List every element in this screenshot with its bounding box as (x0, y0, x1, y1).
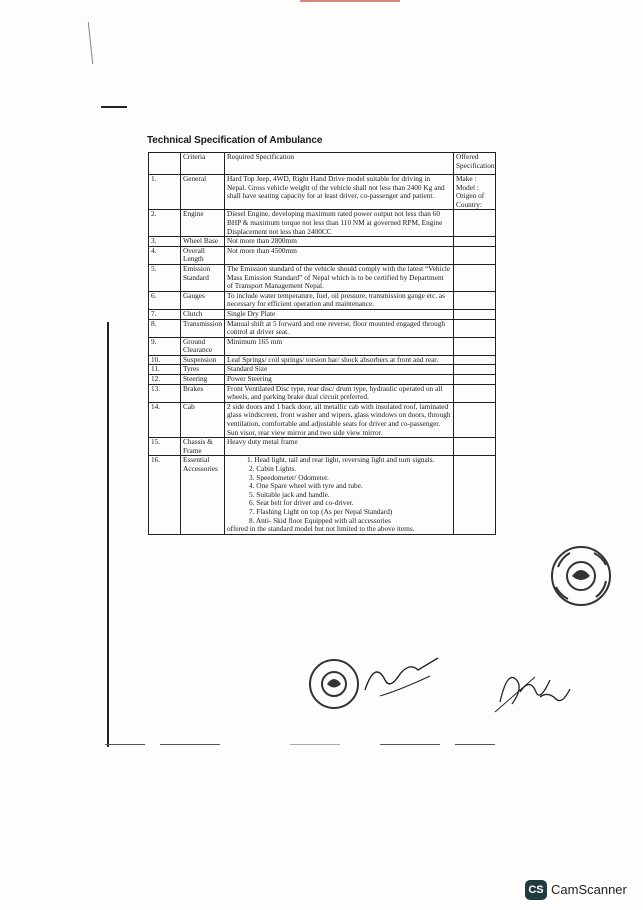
table-row (149, 337, 496, 355)
camscanner-watermark: CamScanner (551, 882, 627, 897)
cell-criteria: General (181, 175, 225, 210)
cell-accessories-list (225, 456, 454, 534)
table-row (149, 237, 496, 247)
document-heading: Technical Specification of Ambulance (147, 135, 323, 146)
cell-criteria: Essential Accessories (181, 456, 225, 534)
footer-rule-2 (160, 744, 220, 745)
table-row (149, 319, 496, 337)
table-row (149, 291, 496, 309)
cell-offered (454, 246, 496, 264)
cell-criteria: Clutch (181, 309, 225, 319)
accessory-item: 8. Anti- Skid floor Equipped with all accessories (249, 515, 391, 525)
cell-no: 2. (149, 210, 181, 237)
cell-offered (454, 319, 496, 337)
signature-center (360, 650, 440, 705)
cell-offered (454, 456, 496, 534)
top-edge-mark (300, 0, 400, 2)
cell-offered (454, 264, 496, 291)
footer-rule-5 (455, 744, 495, 745)
cell-no: 9. (149, 337, 181, 355)
specification-table (148, 152, 496, 535)
cell-no: 3. (149, 237, 181, 247)
footer-rule-4 (380, 744, 440, 745)
left-vertical-rule (107, 322, 109, 747)
accessory-item: 4. One Spare wheel with tyre and tube. (249, 481, 363, 491)
cell-no: 13. (149, 384, 181, 402)
accessory-item: 7. Flashing Light on top (As per Nepal Standard) (249, 506, 393, 516)
cell-no: 8. (149, 319, 181, 337)
margin-dash (101, 106, 127, 108)
table-row (149, 264, 496, 291)
cell-criteria: Transmission (181, 319, 225, 337)
cell-no: 6. (149, 291, 181, 309)
cell-spec: Heavy duty metal frame (225, 438, 454, 456)
header-criteria: Criteria (181, 153, 225, 175)
table-row (149, 402, 496, 437)
cell-spec: Hard Top Jeep, 4WD, Right Hand Drive model suitable for driving in Nepal. Gross vehicle weight of the vehicle shall not less than 2400 Kg and shall have seating capacity for at least driver, co-passenger and patient. (225, 175, 454, 210)
cell-criteria: Ground Clearance (181, 337, 225, 355)
cell-offered (454, 375, 496, 385)
cell-no: 10. (149, 355, 181, 365)
cell-offered (454, 237, 496, 247)
table-row (149, 175, 496, 210)
accessory-item: 3. Speedometer/ Odometer. (249, 472, 329, 482)
signature-right (490, 662, 580, 722)
cell-offered (454, 402, 496, 437)
cell-criteria: Cab (181, 402, 225, 437)
cell-spec: Not more than 2800mm (225, 237, 454, 247)
table-row-accessories (149, 456, 496, 534)
header-required: Required Specification (225, 153, 454, 175)
cell-criteria: Engine (181, 210, 225, 237)
cell-spec: Power Steering (225, 375, 454, 385)
cell-spec: Front Ventilated Disc type, rear disc/ drum type, hydraulic operated on all wheels, and parking brake dual circuit preferred. (225, 384, 454, 402)
cell-no: 4. (149, 246, 181, 264)
table-row (149, 375, 496, 385)
table-row (149, 246, 496, 264)
camscanner-logo-icon: CS (525, 880, 547, 900)
footer-rule-3 (290, 744, 340, 745)
cell-spec: Manual shift at 5 forward and one reverse, floor mounted engaged through control at driver seat. (225, 319, 454, 337)
cell-spec: Not more than 4500mm (225, 246, 454, 264)
table-row (149, 438, 496, 456)
cell-criteria: Tyres (181, 365, 225, 375)
table-row (149, 355, 496, 365)
table-header-row (149, 153, 496, 175)
cell-criteria: Overall Length (181, 246, 225, 264)
cell-offered (454, 291, 496, 309)
cell-no: 12. (149, 375, 181, 385)
cell-spec: Diesel Engine, developing maximum rated power output not less than 60 BHP & maximum torque not less than 110 NM at governed RPM, Engine Displacement not less than 2400CC (225, 210, 454, 237)
office-stamp-bottom (308, 658, 360, 710)
cell-no: 15. (149, 438, 181, 456)
cell-criteria: Chassis & Frame (181, 438, 225, 456)
cell-no: 11. (149, 365, 181, 375)
cell-spec: Leaf Springs/ coil springs/ torsion bar/ shock absorbers at front and rear. (225, 355, 454, 365)
cell-offered (454, 355, 496, 365)
cell-no: 1. (149, 175, 181, 210)
cell-spec: Single Dry Plate (225, 309, 454, 319)
cell-spec: Standard Size (225, 365, 454, 375)
table-row (149, 384, 496, 402)
cell-criteria: Brakes (181, 384, 225, 402)
accessory-item: 5. Suitable jack and handle. (249, 489, 330, 499)
cell-no: 5. (149, 264, 181, 291)
accessory-item: 2. Cabin Lights. (249, 464, 297, 473)
footer-rule-1 (105, 744, 145, 745)
accessory-item: 6. Seat belt for driver and co-driver. (249, 498, 354, 508)
cell-no: 7. (149, 309, 181, 319)
cell-offered (454, 365, 496, 375)
cell-criteria: Steering (181, 375, 225, 385)
header-offered: Offered Specification (454, 153, 496, 175)
cell-spec: The Emission standard of the vehicle should comply with the latest “Vehicle Mass Emission Standard” of Nepal which is to be certified by Department of Transport Management Nepal. (225, 264, 454, 291)
cell-offered (454, 384, 496, 402)
office-stamp-right (550, 545, 612, 607)
cell-no: 14. (149, 402, 181, 437)
cell-offered (454, 438, 496, 456)
table-row (149, 210, 496, 237)
table-row (149, 309, 496, 319)
cell-offered (454, 210, 496, 237)
cell-spec: To include water temperature, fuel, oil pressure, transmission gauge etc. as necessary for efficient operation and maintenance. (225, 291, 454, 309)
header-no (149, 153, 181, 175)
cell-offered (454, 309, 496, 319)
cell-criteria: Gauges (181, 291, 225, 309)
cell-no: 16. (149, 456, 181, 534)
accessory-item: 1. Head light, tail and rear light, reversing light and turn signals. (247, 455, 435, 465)
cell-offered: Make : Model : Origen of Country: (454, 175, 496, 210)
cell-offered (454, 337, 496, 355)
accessory-tail: offered in the standard model but not limited to the above items. (227, 524, 415, 534)
cell-criteria: Emission Standard (181, 264, 225, 291)
cell-criteria: Wheel Base (181, 237, 225, 247)
cell-spec: Minimum 165 mm (225, 337, 454, 355)
cell-criteria: Suspension (181, 355, 225, 365)
cell-spec: 2 side doors and 1 back door, all metallic cab with insulated roof, laminated glass windscreen, front washer and wipers, glass windows on doors, through ventilation, comfortable and adjustable seats for driver and co-passenger. Sun visor, rear view mirror and two side view mirror. (225, 402, 454, 437)
margin-mark-top (88, 22, 93, 64)
